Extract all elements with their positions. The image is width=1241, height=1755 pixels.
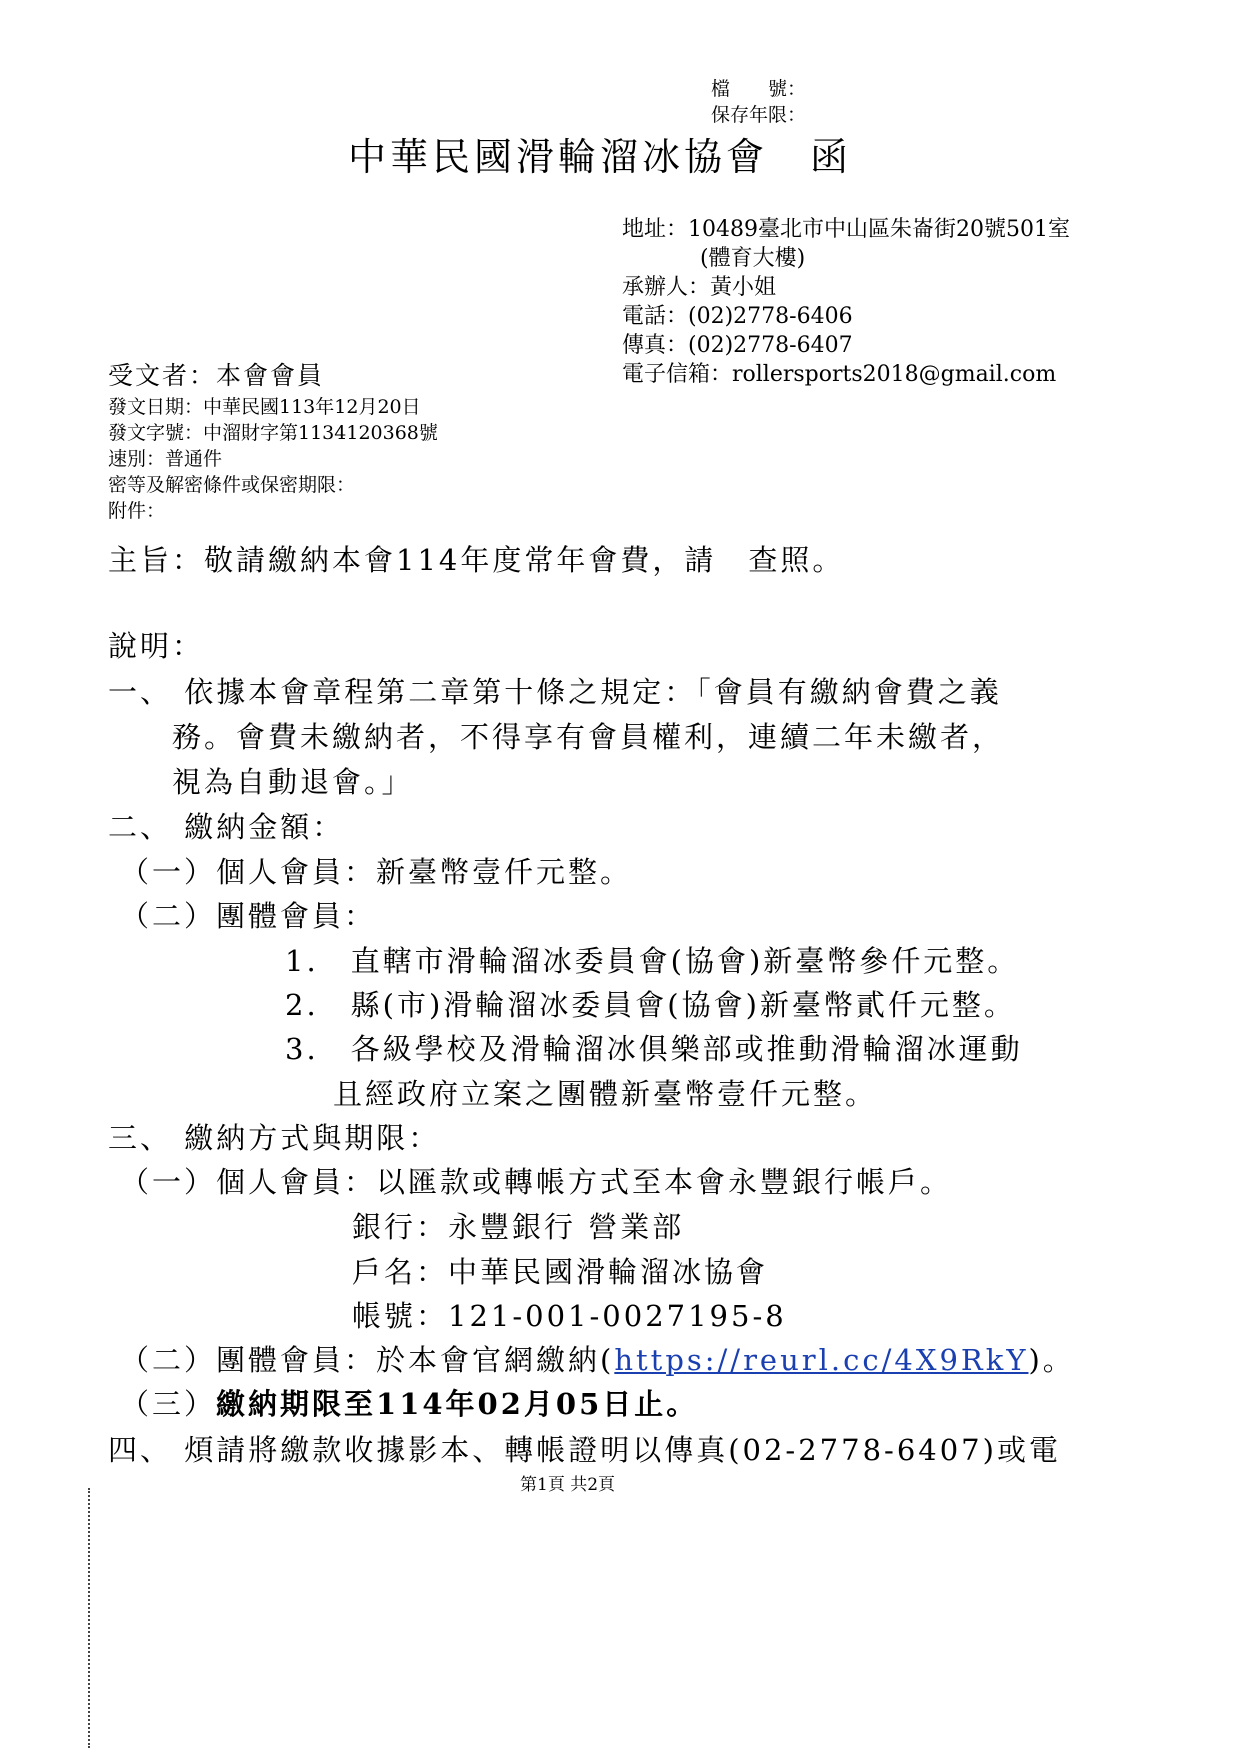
item3-deadline-prefix: （三） <box>120 1387 217 1421</box>
bank-name: 銀行：永豐銀行 營業部 <box>352 1210 685 1244</box>
fax: 傳真：(02)2778-6407 <box>622 333 853 358</box>
item1-line2: 務。會費未繳納者，不得享有會員權利，連續二年未繳者， <box>172 720 1005 754</box>
item2-list-1: 1. 直轄市滑輪溜冰委員會(協會)新臺幣參仟元整。 <box>285 944 1020 978</box>
attachment: 附件： <box>108 500 166 522</box>
file-number-label: 檔 號： <box>711 78 807 100</box>
item2-heading: 二、 繳納金額： <box>108 810 345 844</box>
item3-group-prefix: （二）團體會員：於本會官網繳納( <box>120 1343 615 1377</box>
item3-individual: （一）個人會員：以匯款或轉帳方式至本會永豐銀行帳戶。 <box>120 1165 953 1199</box>
explanation-label: 說明： <box>108 629 205 663</box>
document-number: 發文字號：中溜財字第1134120368號 <box>108 422 438 444</box>
email: 電子信箱：rollersports2018@gmail.com <box>622 362 1057 387</box>
item2-list-3-line1: 3. 各級學校及滑輪溜冰俱樂部或推動滑輪溜冰運動 <box>285 1032 1023 1066</box>
subject: 主旨：敬請繳納本會114年度常年會費，請 查照。 <box>108 543 845 577</box>
payment-deadline: 繳納期限至114年02月05日止。 <box>216 1387 699 1421</box>
item3-group <box>120 1338 1075 1379</box>
item3-heading: 三、 繳納方式與期限： <box>108 1121 441 1155</box>
issue-date: 發文日期：中華民國113年12月20日 <box>108 396 421 418</box>
retention-period-label: 保存年限： <box>711 104 807 126</box>
item3-deadline <box>120 1382 698 1423</box>
recipient: 受文者：本會會員 <box>108 361 325 390</box>
item2-individual: （一）個人會員：新臺幣壹仟元整。 <box>120 855 633 889</box>
item2-list-3-line2: 且經政府立案之團體新臺幣壹仟元整。 <box>333 1077 878 1111</box>
item1-line1: 一、 依據本會章程第二章第十條之規定：「會員有繳納會費之義 <box>108 675 1002 709</box>
binding-line <box>88 1488 96 1748</box>
handler: 承辦人：黃小姐 <box>622 275 777 300</box>
page-number: 第1頁 共2頁 <box>520 1475 616 1495</box>
payment-link[interactable]: https://reurl.cc/4X9RkY <box>614 1343 1029 1377</box>
account-name: 戶名：中華民國滑輪溜冰協會 <box>352 1255 769 1289</box>
item1-line3: 視為自動退會。」 <box>172 765 414 799</box>
item3-group-suffix: )。 <box>1028 1343 1075 1377</box>
item2-list-2: 2. 縣(市)滑輪溜冰委員會(協會)新臺幣貳仟元整。 <box>285 988 1016 1022</box>
item4: 四、 煩請將繳款收據影本、轉帳證明以傳真(02-2778-6407)或電 <box>108 1433 1061 1467</box>
address-line2: (體育大樓) <box>700 246 806 271</box>
item2-group: （二）團體會員： <box>120 899 377 933</box>
document-title: 中華民國滑輪溜冰協會 函 <box>348 135 853 179</box>
secrecy-level: 密等及解密條件或保密期限： <box>108 474 356 496</box>
account-number: 帳號：121-001-0027195-8 <box>352 1299 787 1333</box>
phone: 電話：(02)2778-6406 <box>622 304 853 329</box>
address: 地址：10489臺北市中山區朱崙街20號501室 <box>622 217 1070 242</box>
delivery-speed: 速別：普通件 <box>108 448 223 470</box>
